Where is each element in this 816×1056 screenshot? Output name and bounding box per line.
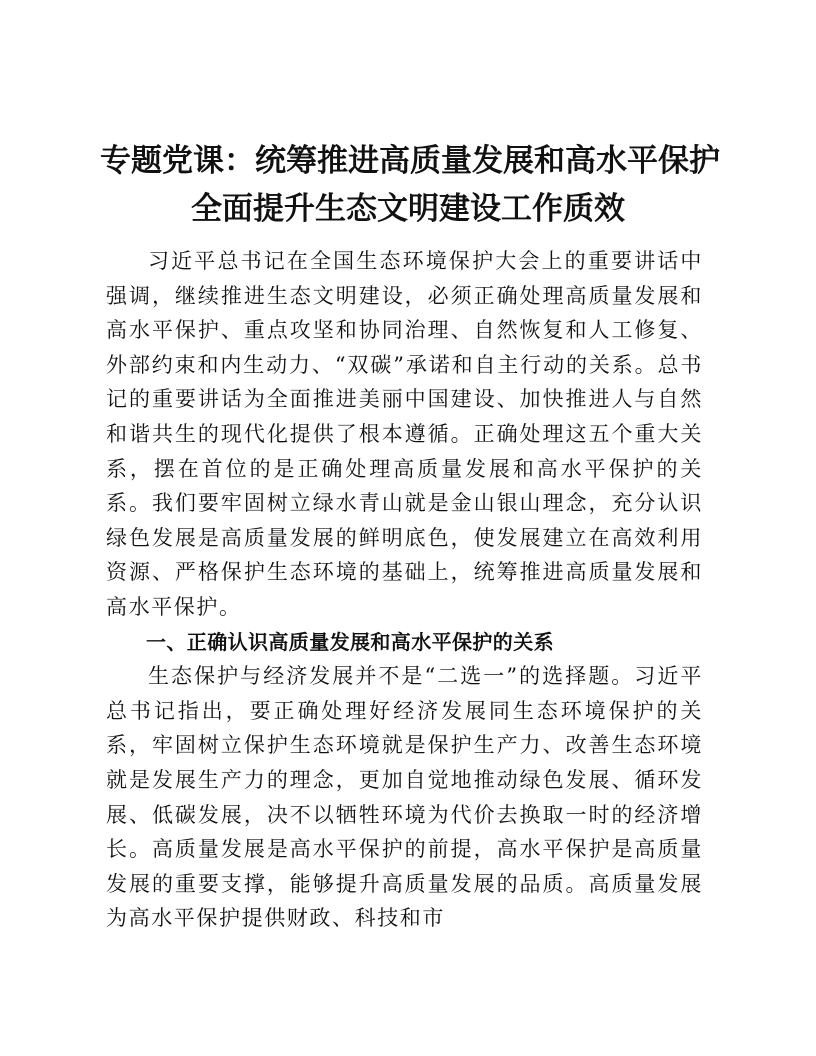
document-title-line-2: 全面提升生态文明建设工作质效 xyxy=(191,191,625,227)
paragraph-section-1: 生态保护与经济发展并不是“二选一”的选择题。习近平总书记指出，要正确处理好经济发展同生态环境保护的关系，牢固树立保护生态环境就是保护生产力、改善生态环境就是发展生产力的理念，更加自觉地推动绿色发展、循环发展、低碳发展，决不以牺牲环境为代价去换取一时的经济增长。高质量发展是高水平保护的前提，高水平保护是高质量发展的重要支撑，能够提升高质量发展的品质。高质量发展为高水平保护提供财政、科技和市 xyxy=(106,664,703,931)
paragraph-intro: 习近平总书记在全国生态环境保护大会上的重要讲话中强调，继续推进生态文明建设，必须正确处理高质量发展和高水平保护、重点攻坚和协同治理、自然恢复和人工修复、外部约束和内生动力、“双碳”承诺和自主行动的关系。总书记的重要讲话为全面推进美丽中国建设、加快推进人与自然和谐共生的现代化提供了根本遵循。正确处理这五个重大关系，摆在首位的是正确处理高质量发展和高水平保护的关系。我们要牢固树立绿水青山就是金山银山理念，充分认识绿色发展是高质量发展的鲜明底色，使发展建立在高效利用资源、严格保护生态环境的基础上，统筹推进高质量发展和高水平保护。 xyxy=(106,249,703,619)
document-title-line-1: 专题党课：统筹推进高质量发展和高水平保护 xyxy=(100,143,720,179)
section-heading-1: 一、正确认识高质量发展和高水平保护的关系 xyxy=(146,629,554,654)
document-body xyxy=(106,244,703,936)
